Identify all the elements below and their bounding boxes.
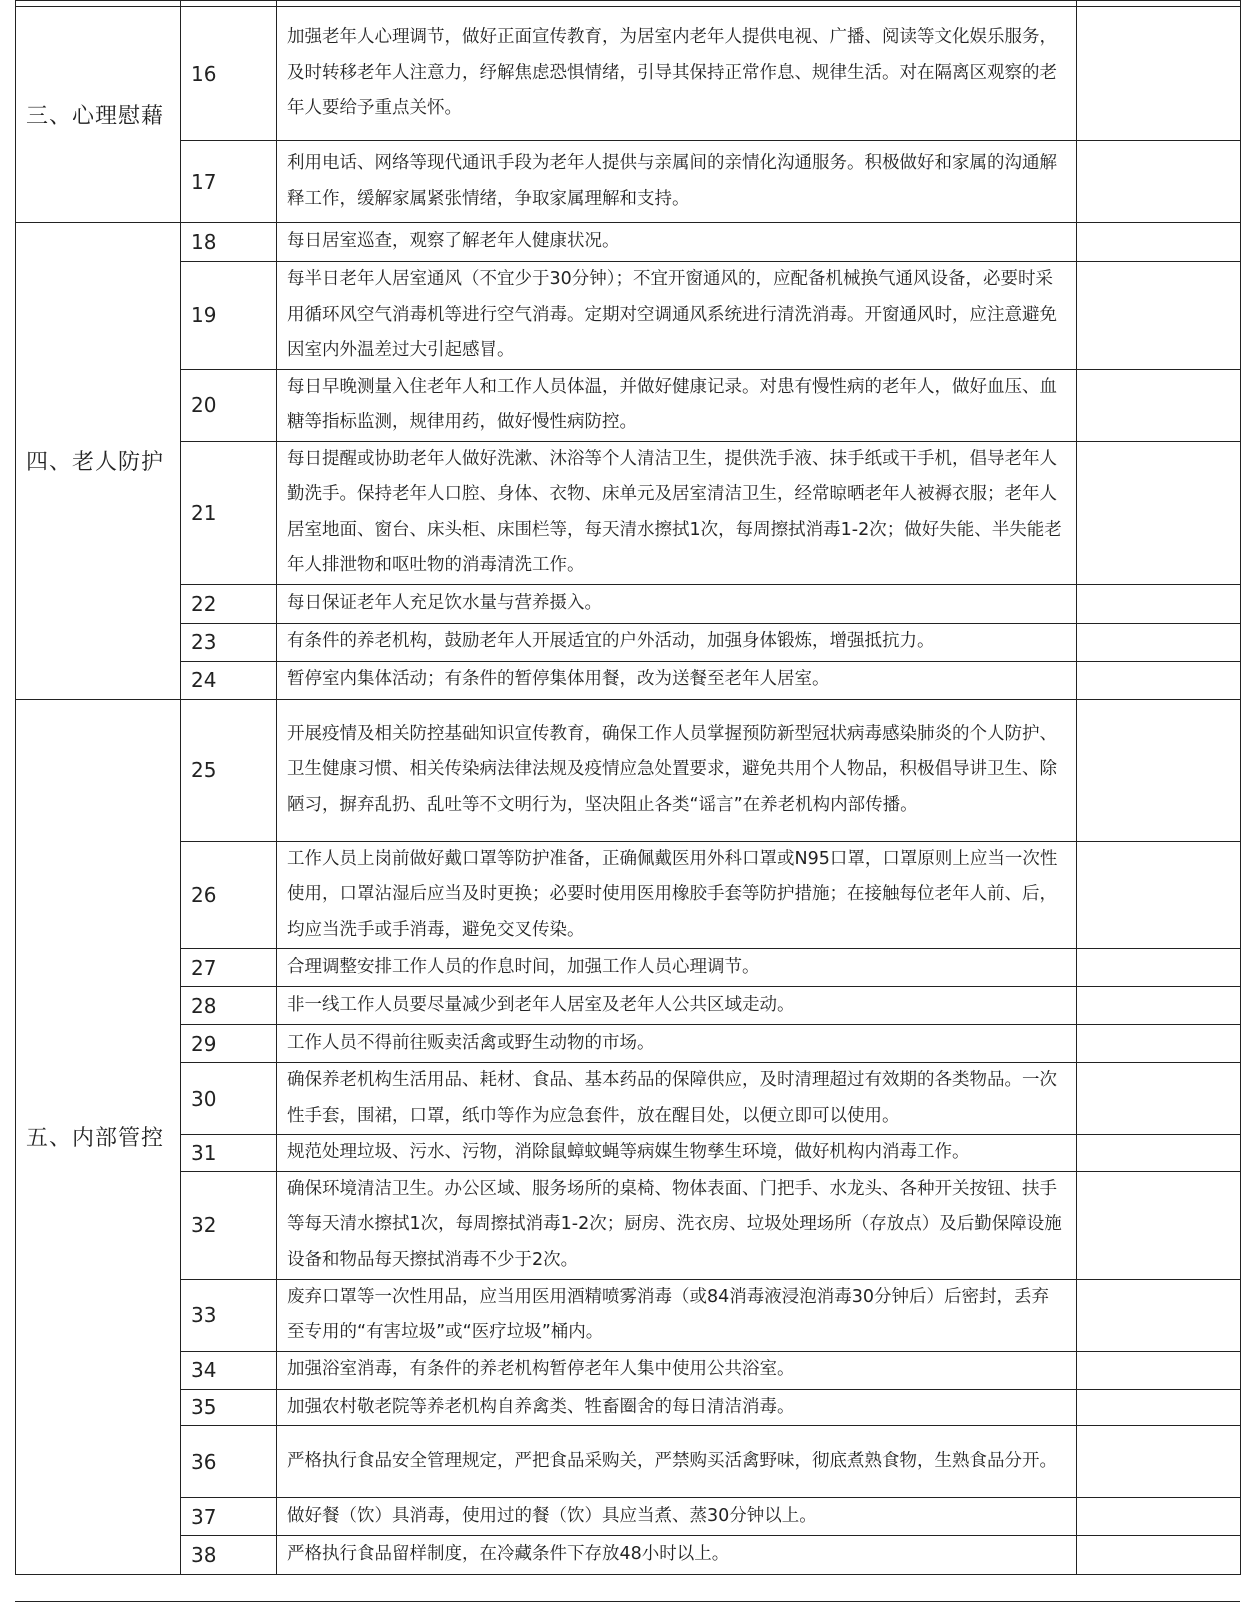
table-row: [16, 584, 1241, 623]
category-cell: 三、心理慰藉: [16, 7, 181, 223]
table-row: [16, 699, 1241, 841]
checklist-table: [15, 0, 1241, 1575]
item-number: 22: [181, 584, 277, 623]
check-cell[interactable]: [1077, 141, 1241, 223]
item-number: 20: [181, 369, 277, 441]
table-row: [16, 661, 1241, 699]
item-number: 34: [181, 1351, 277, 1389]
table-bottom-border: [15, 1601, 1240, 1602]
item-description: 确保养老机构生活用品、耗材、食品、基本药品的保障供应，及时清理超过有效期的各类物品。一次性手套，围裙，口罩，纸巾等作为应急套件，放在醒目处，以便立即可以使用。: [277, 1063, 1077, 1135]
item-number: 35: [181, 1389, 277, 1426]
check-cell[interactable]: [1077, 1536, 1241, 1575]
check-cell[interactable]: [1077, 369, 1241, 441]
item-description: 做好餐（饮）具消毒，使用过的餐（饮）具应当煮、蒸30分钟以上。: [277, 1498, 1077, 1536]
item-description: 加强浴室消毒，有条件的养老机构暂停老年人集中使用公共浴室。: [277, 1351, 1077, 1389]
table-row: [16, 262, 1241, 370]
item-number: 16: [181, 7, 277, 141]
item-description: 每日保证老年人充足饮水量与营养摄入。: [277, 584, 1077, 623]
item-description: 利用电话、网络等现代通讯手段为老年人提供与亲属间的亲情化沟通服务。积极做好和家属的沟通解释工作，缓解家属紧张情绪，争取家属理解和支持。: [277, 141, 1077, 223]
item-description: 加强老年人心理调节，做好正面宣传教育，为居室内老年人提供电视、广播、阅读等文化娱乐服务，及时转移老年人注意力，纾解焦虑恐惧情绪，引导其保持正常作息、规律生活。对在隔离区观察的老年人要给予重点关怀。: [277, 7, 1077, 141]
item-number: 19: [181, 262, 277, 370]
item-number: 28: [181, 987, 277, 1025]
table-row: [16, 1025, 1241, 1063]
item-description: 废弃口罩等一次性用品，应当用医用酒精喷雾消毒（或84消毒液浸泡消毒30分钟后）后密封，丢弃至专用的“有害垃圾”或“医疗垃圾”桶内。: [277, 1279, 1077, 1351]
check-cell[interactable]: [1077, 623, 1241, 661]
item-description: 暂停室内集体活动；有条件的暂停集体用餐，改为送餐至老年人居室。: [277, 661, 1077, 699]
item-description: 严格执行食品留样制度，在冷藏条件下存放48小时以上。: [277, 1536, 1077, 1575]
table-row: [16, 1389, 1241, 1426]
item-number: 17: [181, 141, 277, 223]
check-cell[interactable]: [1077, 661, 1241, 699]
item-number: 24: [181, 661, 277, 699]
item-description: 工作人员上岗前做好戴口罩等防护准备，正确佩戴医用外科口罩或N95口罩，口罩原则上应当一次性使用，口罩沾湿后应当及时更换；必要时使用医用橡胶手套等防护措施；在接触每位老年人前、后，均应当洗手或手消毒，避免交叉传染。: [277, 841, 1077, 949]
check-cell[interactable]: [1077, 1171, 1241, 1279]
table-row: [16, 1426, 1241, 1498]
item-description: 规范处理垃圾、污水、污物，消除鼠蟑蚊蝇等病媒生物孳生环境，做好机构内消毒工作。: [277, 1135, 1077, 1172]
check-cell[interactable]: [1077, 1279, 1241, 1351]
item-number: 29: [181, 1025, 277, 1063]
item-description: 严格执行食品安全管理规定，严把食品采购关，严禁购买活禽野味，彻底煮熟食物，生熟食品分开。: [277, 1426, 1077, 1498]
item-number: 21: [181, 441, 277, 584]
table-row: [16, 141, 1241, 223]
item-description: 每日早晚测量入住老年人和工作人员体温，并做好健康记录。对患有慢性病的老年人，做好血压、血糖等指标监测，规律用药，做好慢性病防控。: [277, 369, 1077, 441]
item-description: 每半日老年人居室通风（不宜少于30分钟）；不宜开窗通风的，应配备机械换气通风设备，必要时采用循环风空气消毒机等进行空气消毒。定期对空调通风系统进行清洗消毒。开窗通风时，应注意避免因室内外温差过大引起感冒。: [277, 262, 1077, 370]
table-row: [16, 623, 1241, 661]
check-cell[interactable]: [1077, 1351, 1241, 1389]
table-row: [16, 1351, 1241, 1389]
table-row: [16, 1536, 1241, 1575]
item-number: 36: [181, 1426, 277, 1498]
item-description: 工作人员不得前往贩卖活禽或野生动物的市场。: [277, 1025, 1077, 1063]
check-cell[interactable]: [1077, 949, 1241, 987]
check-cell[interactable]: [1077, 262, 1241, 370]
item-description: 每日提醒或协助老年人做好洗漱、沐浴等个人清洁卫生，提供洗手液、抹手纸或干手机，倡导老年人勤洗手。保持老年人口腔、身体、衣物、床单元及居室清洁卫生，经常晾晒老年人被褥衣服；老年人居室地面、窗台、床头柜、床围栏等，每天清水擦拭1次，每周擦拭消毒1-2次；做好失能、半失能老年人排泄物和呕吐物的消毒清洗工作。: [277, 441, 1077, 584]
check-cell[interactable]: [1077, 584, 1241, 623]
table-row: [16, 949, 1241, 987]
item-number: 27: [181, 949, 277, 987]
item-description: 每日居室巡查，观察了解老年人健康状况。: [277, 223, 1077, 262]
table-row: [16, 369, 1241, 441]
item-description: 确保环境清洁卫生。办公区域、服务场所的桌椅、物体表面、门把手、水龙头、各种开关按钮、扶手等每天清水擦拭1次，每周擦拭消毒1-2次；厨房、洗衣房、垃圾处理场所（存放点）及后勤保障设施设备和物品每天擦拭消毒不少于2次。: [277, 1171, 1077, 1279]
item-description: 开展疫情及相关防控基础知识宣传教育，确保工作人员掌握预防新型冠状病毒感染肺炎的个人防护、卫生健康习惯、相关传染病法律法规及疫情应急处置要求，避免共用个人物品，积极倡导讲卫生、除陋习，摒弃乱扔、乱吐等不文明行为，坚决阻止各类“谣言”在养老机构内部传播。: [277, 699, 1077, 841]
check-cell[interactable]: [1077, 699, 1241, 841]
table-row: [16, 1171, 1241, 1279]
check-cell[interactable]: [1077, 1389, 1241, 1426]
check-cell[interactable]: [1077, 7, 1241, 141]
item-number: 38: [181, 1536, 277, 1575]
check-cell[interactable]: [1077, 1025, 1241, 1063]
item-number: 25: [181, 699, 277, 841]
check-cell[interactable]: [1077, 441, 1241, 584]
item-description: 有条件的养老机构，鼓励老年人开展适宜的户外活动，加强身体锻炼，增强抵抗力。: [277, 623, 1077, 661]
item-description: 加强农村敬老院等养老机构自养禽类、牲畜圈舍的每日清洁消毒。: [277, 1389, 1077, 1426]
check-cell[interactable]: [1077, 223, 1241, 262]
item-number: 32: [181, 1171, 277, 1279]
item-number: 23: [181, 623, 277, 661]
item-number: 31: [181, 1135, 277, 1172]
table-row: [16, 7, 1241, 141]
item-number: 37: [181, 1498, 277, 1536]
category-cell: 四、老人防护: [16, 223, 181, 700]
item-number: 26: [181, 841, 277, 949]
table-row: [16, 841, 1241, 949]
table-row: [16, 987, 1241, 1025]
category-cell: 五、内部管控: [16, 699, 181, 1575]
item-description: 合理调整安排工作人员的作息时间，加强工作人员心理调节。: [277, 949, 1077, 987]
item-number: 30: [181, 1063, 277, 1135]
item-number: 33: [181, 1279, 277, 1351]
table-row: [16, 1279, 1241, 1351]
item-number: 18: [181, 223, 277, 262]
check-cell[interactable]: [1077, 1063, 1241, 1135]
check-cell[interactable]: [1077, 1498, 1241, 1536]
table-row: [16, 223, 1241, 262]
check-cell[interactable]: [1077, 1426, 1241, 1498]
table-row: [16, 441, 1241, 584]
table-row: [16, 1063, 1241, 1135]
check-cell[interactable]: [1077, 841, 1241, 949]
table-row: [16, 1135, 1241, 1172]
item-description: 非一线工作人员要尽量减少到老年人居室及老年人公共区域走动。: [277, 987, 1077, 1025]
check-cell[interactable]: [1077, 987, 1241, 1025]
table-row: [16, 1498, 1241, 1536]
check-cell[interactable]: [1077, 1135, 1241, 1172]
